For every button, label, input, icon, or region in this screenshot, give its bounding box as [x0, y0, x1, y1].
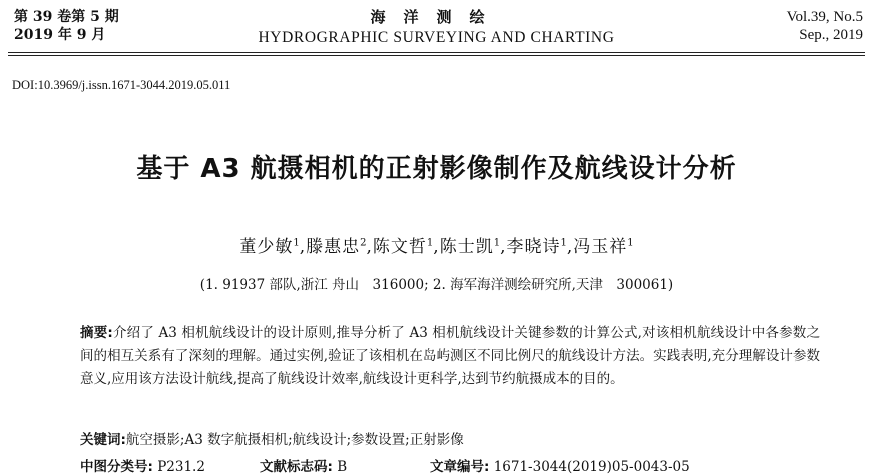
author-separator: , — [433, 237, 440, 257]
date-cn: 2019 年 9 月 — [14, 27, 106, 43]
article-number — [430, 455, 690, 475]
author-name: 陈文哲 — [372, 237, 427, 257]
abstract — [80, 322, 820, 391]
journal-title-cn: 海洋测绘 — [370, 8, 503, 26]
author-affiliation-mark: 1 — [560, 237, 567, 249]
article-number-label: 文章编号: — [430, 459, 490, 475]
doi: DOI:10.3969/j.issn.1671-3044.2019.05.011 — [12, 78, 231, 92]
date-en: Sep., 2019 — [799, 27, 863, 43]
paper-title: 基于 A3 航摄相机的正射影像制作及航线设计分析 — [136, 154, 737, 184]
document-code-label: 文献标志码: — [260, 459, 333, 475]
author-separator: , — [566, 237, 574, 257]
article-metadata — [80, 455, 690, 475]
journal-title-en: HYDROGRAPHIC SURVEYING AND CHARTING — [258, 29, 615, 46]
volume-issue-cn: 第 39 卷第 5 期 — [14, 9, 119, 25]
author-name: 陈士凯 — [439, 237, 494, 257]
keywords-text: 航空摄影;A3 数字航摄相机;航线设计;参数设置;正射影像 — [125, 432, 464, 448]
author-separator: , — [500, 237, 507, 257]
article-number-value: 1671-3044(2019)05-0043-05 — [493, 459, 690, 475]
classification-number — [80, 455, 260, 475]
document-code-value: B — [337, 459, 348, 475]
document-code — [260, 455, 430, 475]
author-name: 李晓诗 — [506, 237, 561, 257]
keywords-label: 关键词: — [80, 432, 126, 448]
author-affiliation-mark: 1 — [426, 237, 434, 249]
header-rule-thick — [8, 52, 865, 53]
affiliations: (1. 91937 部队,浙江 舟山 316000; 2. 海军海洋测绘研究所,天津 300061) — [199, 277, 674, 293]
header-right — [787, 8, 863, 44]
author-separator: , — [299, 237, 307, 257]
author-affiliation-mark: 1 — [493, 237, 501, 249]
volume-issue-en: Vol.39, No.5 — [786, 9, 863, 25]
author-name: 董少敏 — [239, 237, 294, 257]
classification-value: P231.2 — [157, 459, 205, 475]
header-center — [0, 8, 873, 47]
abstract-text: 介绍了 A3 相机航线设计的设计原则,推导分析了 A3 相机航线设计关键参数的计算公式,对该相机航线设计中各参数之间的相互关系有了深刻的理解。通过实例,验证了该相机在岛屿测区不同比例尺的航线设计方法。实践表明,充分理解设计参数意义,应用该方法设计航线,提高了航线设计效率,航线设计更科学,达到节约航摄成本的目的。 — [80, 325, 820, 387]
author-affiliation-mark: 1 — [627, 237, 634, 249]
header-left — [14, 8, 119, 44]
author-affiliation-mark: 1 — [293, 237, 300, 249]
author-list — [0, 232, 873, 257]
author-name: 冯玉祥 — [573, 237, 628, 257]
author-separator: , — [366, 237, 373, 257]
abstract-label: 摘要: — [80, 325, 113, 341]
classification-label: 中图分类号: — [80, 459, 153, 475]
author-name: 滕惠忠 — [306, 237, 361, 257]
keywords — [80, 428, 464, 448]
header-rule-thin — [8, 55, 865, 56]
author-affiliation-mark: 2 — [360, 237, 367, 249]
